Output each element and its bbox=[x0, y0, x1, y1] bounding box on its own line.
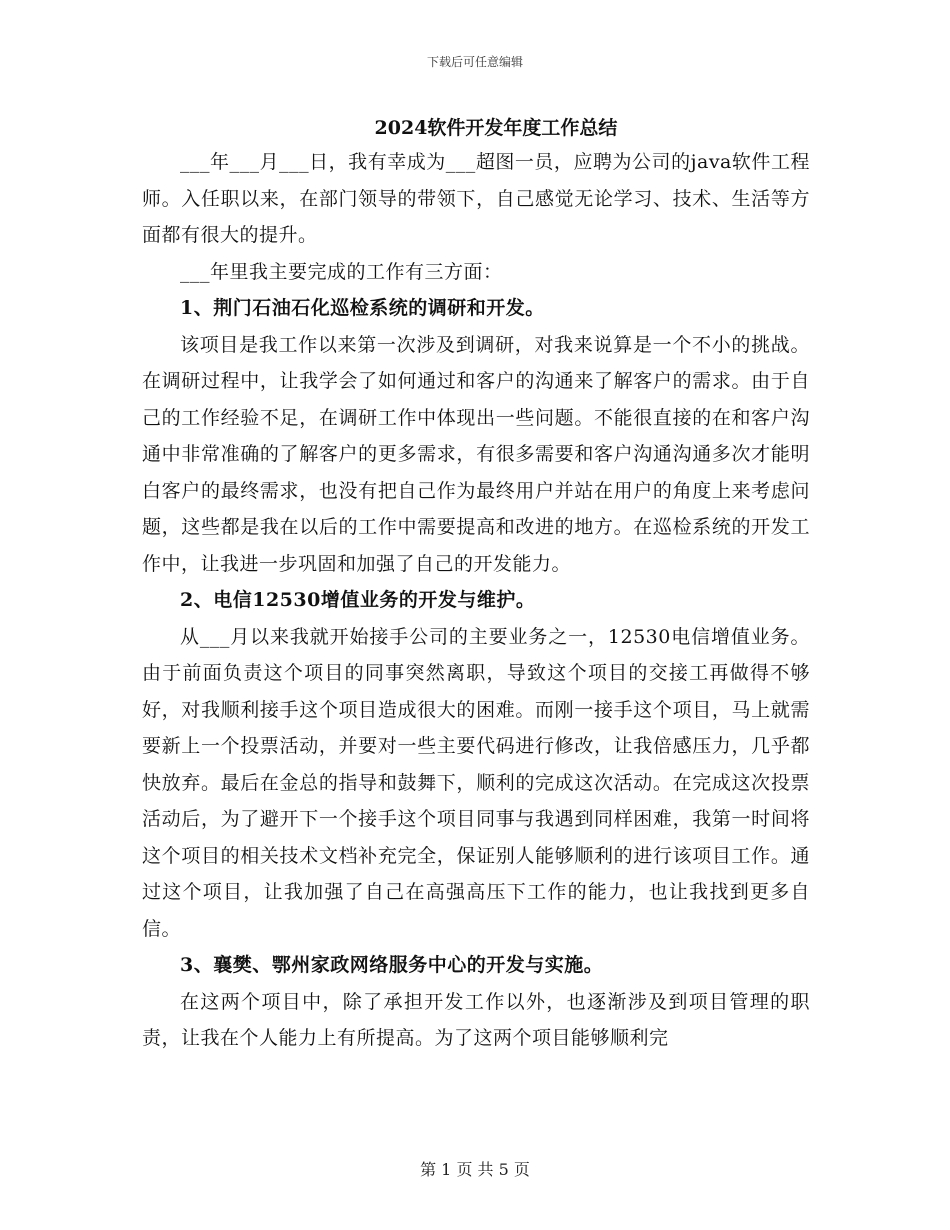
section-heading-1: 1、荆门石油石化巡检系统的调研和开发。 bbox=[180, 297, 545, 319]
download-note: 下载后可任意编辑 bbox=[426, 55, 523, 69]
paragraph-intro: ___年___月___日，我有幸成为___超图一员，应聘为公司的java软件工程师。入任职以来，在部门领导的带领下，自己感觉无论学习、技术、生活等方面都有很大的提升。 bbox=[142, 151, 810, 246]
paragraph-section-3: 在这两个项目中，除了承担开发工作以外，也逐渐涉及到项目管理的职责，让我在个人能力上有所提高。为了这两个项目能够顺利完 bbox=[142, 990, 810, 1049]
paragraph-section-1: 该项目是我工作以来第一次涉及到调研，对我来说算是一个不小的挑战。在调研过程中，让我学会了如何通过和客户的沟通来了解客户的需求。由于自己的工作经验不足，在调研工作中体现出一些问题。不能很直接的在和客户沟通中非常准确的了解客户的更多需求，有很多需要和客户沟通沟通多次才能明白客户的最终需求，也没有把自己作为最终用户并站在用户的角度上来考虑问题，这些都是我在以后的工作中需要提高和改进的地方。在巡检系统的开发工作中，让我进一步巩固和加强了自己的开发能力。 bbox=[142, 333, 810, 575]
paragraph-overview: ___年里我主要完成的工作有三方面： bbox=[180, 260, 503, 283]
section-heading-3: 3、襄樊、鄂州家政网络服务中心的开发与实施。 bbox=[180, 954, 604, 976]
paragraph-section-2: 从___月以来我就开始接手公司的主要业务之一，12530电信增值业务。由于前面负责这个项目的同事突然离职，导致这个项目的交接工再做得不够好，对我顺利接手这个项目造成很大的困难。而刚一接手这个项目，马上就需要新上一个投票活动，并要对一些主要代码进行修改，让我倍感压力，几乎都快放弃。最后在金总的指导和鼓舞下，顺利的完成这次活动。在完成这次投票活动后，为了避开下一个接手这个项目同事与我遇到同样困难，我第一时间将这个项目的相关技术文档补充完全，保证别人能够顺利的进行该项目工作。通过这个项目，让我加强了自己在高强高压下工作的能力，也让我找到更多自信。 bbox=[142, 625, 810, 940]
document-title: 2024软件开发年度工作总结 bbox=[374, 117, 618, 139]
page-number: 第 1 页 共 5 页 bbox=[420, 1160, 530, 1179]
document-body bbox=[142, 112, 810, 1057]
section-heading-2: 2、电信12530增值业务的开发与维护。 bbox=[180, 589, 536, 611]
